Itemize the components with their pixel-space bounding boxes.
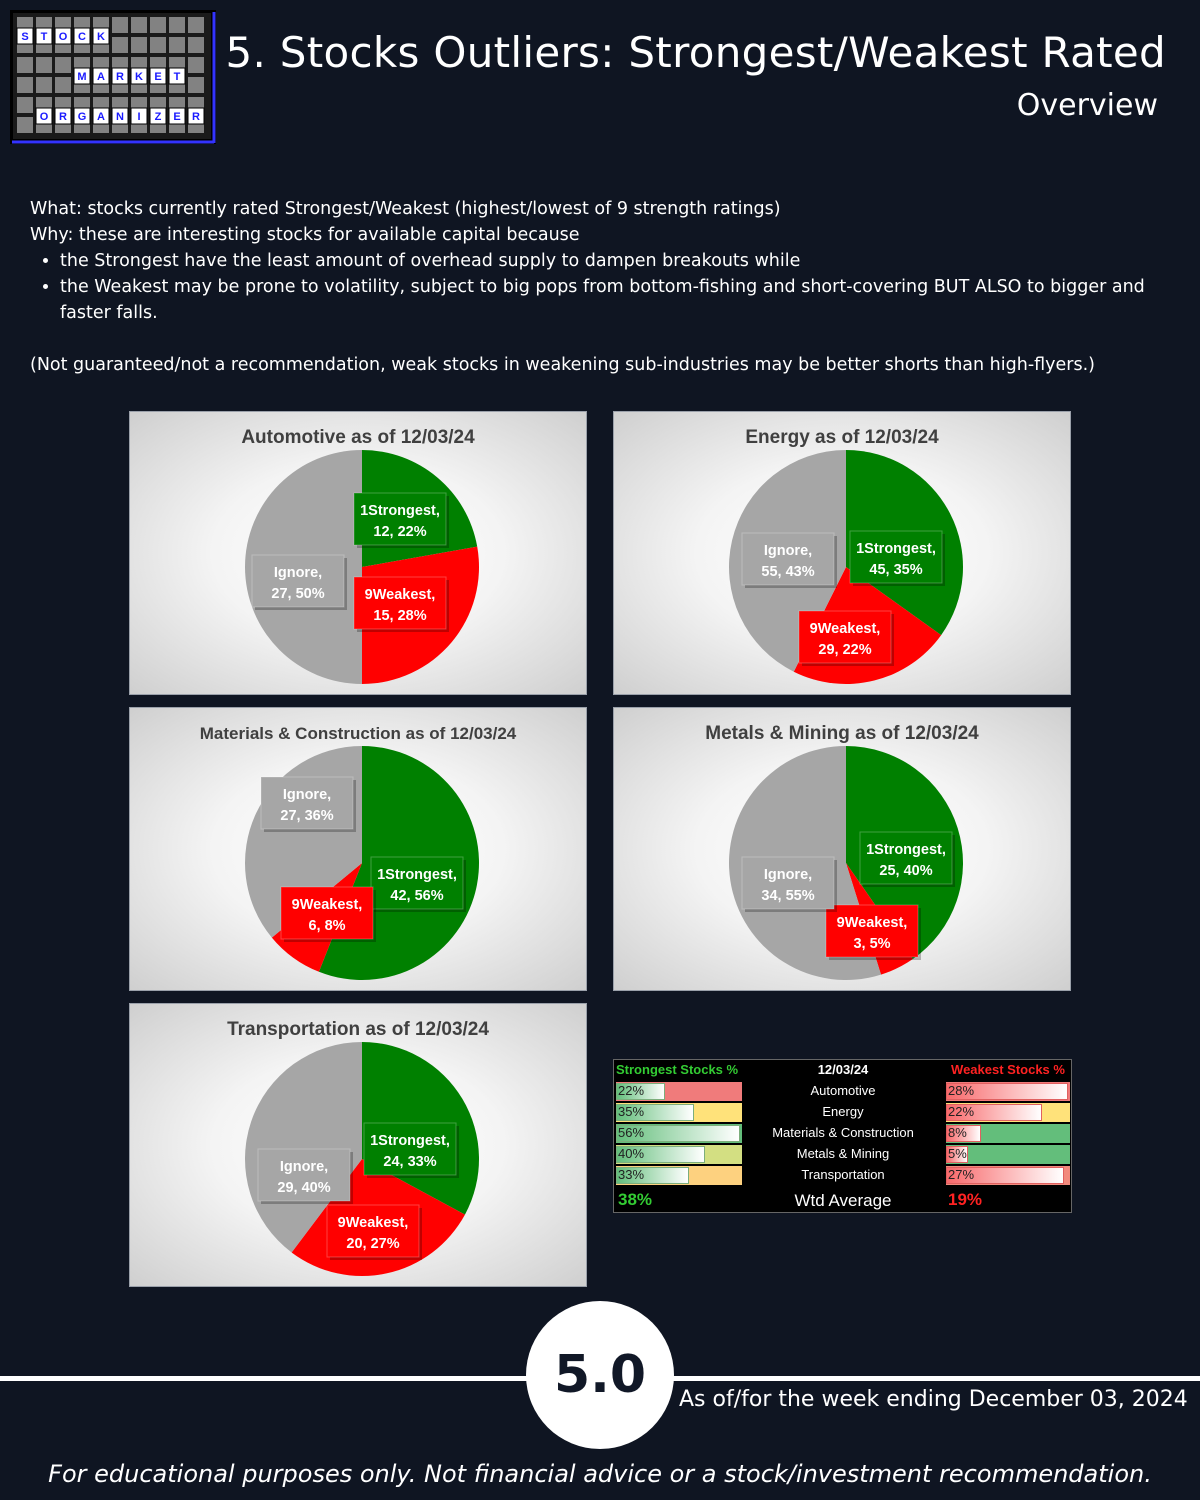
why-text: Why: these are interesting stocks for available capital because [30, 225, 580, 245]
page-title: 5. Stocks Outliers: Strongest/Weakest Rated [225, 28, 1166, 77]
logo-letter: A [97, 111, 105, 123]
logo-letter: M [77, 71, 87, 83]
slice-value: 27, 50% [271, 586, 325, 602]
logo-letter: S [21, 31, 29, 43]
slice-value: 55, 43% [761, 564, 815, 580]
slice-label: Ignore, [279, 1159, 329, 1175]
logo-letter: T [173, 71, 181, 83]
strongest-header: Strongest Stocks % [616, 1062, 739, 1077]
weakest-pct: 27% [948, 1167, 975, 1182]
what-text: What: stocks currently rated Strongest/Weakest (highest/lowest of 9 strength ratings) [30, 199, 781, 219]
slice-value: 34, 55% [761, 888, 815, 904]
sector-name: Energy [822, 1104, 864, 1119]
slice-label: Ignore, [763, 867, 813, 883]
week-ending-text: As of/for the week ending December 03, 2024 [679, 1387, 1188, 1412]
slice-label: 1Strongest, [856, 541, 936, 557]
slice-value: 20, 27% [346, 1236, 400, 1252]
slice-label: 1Strongest, [370, 1133, 450, 1149]
logo-letter: G [77, 111, 87, 123]
weakest-pct: 28% [948, 1083, 975, 1098]
pie-chart-energy [613, 411, 1071, 695]
why-bullets [30, 248, 1180, 326]
strongest-pct: 35% [618, 1104, 645, 1119]
sector-name: Metals & Mining [796, 1146, 890, 1161]
logo-letter: C [78, 31, 86, 43]
chart-title: Metals & Mining as of 12/03/24 [705, 723, 979, 744]
slice-value: 42, 56% [390, 888, 444, 904]
summary-row [614, 1166, 1071, 1186]
slice-value: 15, 28% [373, 608, 427, 624]
disclaimer-note: (Not guaranteed/not a recommendation, weak stocks in weakening sub-industries may be better shorts than high-flyers.) [30, 355, 1095, 375]
weakest-pct: 22% [948, 1104, 975, 1119]
weakest-header: Weakest Stocks % [951, 1062, 1065, 1077]
avg-weakest: 19% [948, 1190, 983, 1209]
logo-letter: E [173, 111, 181, 123]
slice-value: 3, 5% [853, 936, 891, 952]
slice-value: 25, 40% [879, 863, 933, 879]
pie-chart-transportation [129, 1003, 587, 1287]
slice-label: 9Weakest, [291, 897, 363, 913]
logo-letter: Z [154, 111, 162, 123]
strongest-pct: 56% [618, 1125, 645, 1140]
slice-value: 12, 22% [373, 524, 427, 540]
slice-value: 27, 36% [280, 808, 334, 824]
slice-label: Ignore, [763, 543, 813, 559]
bullet-strongest: • the Strongest have the least amount of overhead supply to dampen breakouts while [60, 248, 1180, 274]
pie-chart-materials-construction [129, 707, 587, 991]
pie-chart-automotive [129, 411, 587, 695]
summary-table [613, 1059, 1072, 1213]
chart-title: Transportation as of 12/03/24 [227, 1019, 489, 1040]
logo-letter: E [154, 71, 162, 83]
slice-label: Ignore, [282, 787, 332, 803]
slice-label: 1Strongest, [866, 842, 946, 858]
chart-title: Automotive as of 12/03/24 [241, 427, 475, 448]
stock-market-organizer-logo [10, 10, 216, 144]
footer-disclaimer: For educational purposes only. Not financial advice or a stock/investment recommendation. [48, 1460, 1152, 1488]
chart-title: Energy as of 12/03/24 [745, 427, 939, 448]
strongest-pct: 33% [618, 1167, 645, 1182]
avg-label: Wtd Average [794, 1191, 892, 1210]
slice-value: 29, 40% [277, 1180, 331, 1196]
page-subtitle: Overview [1016, 88, 1158, 123]
logo-letter: O [58, 31, 68, 43]
logo-letter: I [137, 111, 141, 123]
summary-row [614, 1145, 1071, 1165]
slice-label: 1Strongest, [377, 867, 457, 883]
logo-letter: T [40, 31, 48, 43]
slice-label: 9Weakest, [364, 587, 436, 603]
slice-label: 1Strongest, [360, 503, 440, 519]
weakest-pct: 8% [948, 1125, 967, 1140]
date-header: 12/03/24 [817, 1062, 869, 1077]
pie-chart-metals-mining [613, 707, 1071, 991]
logo-letter: K [135, 71, 143, 83]
logo-letter: O [39, 111, 49, 123]
weakest-pct: 5% [948, 1146, 967, 1161]
summary-row [614, 1124, 1071, 1144]
sector-name: Transportation [801, 1167, 885, 1182]
logo-letter: A [97, 71, 105, 83]
logo-letter: R [116, 71, 124, 83]
bullet-weakest: • the Weakest may be prone to volatility, subject to big pops from bottom-fishing and short-covering BUT ALSO to bigger and faster falls. [60, 274, 1180, 326]
intro-text [30, 196, 1180, 378]
slice-label: Ignore, [273, 565, 323, 581]
summary-row [614, 1082, 1071, 1102]
slice-value: 24, 33% [383, 1154, 437, 1170]
sector-name: Automotive [810, 1083, 876, 1098]
slice-label: 9Weakest, [337, 1215, 409, 1231]
logo-letter: R [59, 111, 67, 123]
chart-title: Materials & Construction as of 12/03/24 [199, 724, 517, 743]
logo-letter: K [97, 31, 105, 43]
section-number-badge: 5.0 [526, 1301, 674, 1449]
slice-value: 6, 8% [308, 918, 346, 934]
slice-label: 9Weakest, [809, 621, 881, 637]
avg-strongest: 38% [618, 1190, 653, 1209]
strongest-pct: 40% [618, 1146, 645, 1161]
strongest-pct: 22% [618, 1083, 645, 1098]
logo-letter: R [192, 111, 200, 123]
slice-label: 9Weakest, [836, 915, 908, 931]
slice-value: 29, 22% [818, 642, 872, 658]
logo-letter: N [116, 111, 124, 123]
slice-value: 45, 35% [869, 562, 923, 578]
sector-name: Materials & Construction [772, 1125, 914, 1140]
summary-row [614, 1103, 1071, 1123]
